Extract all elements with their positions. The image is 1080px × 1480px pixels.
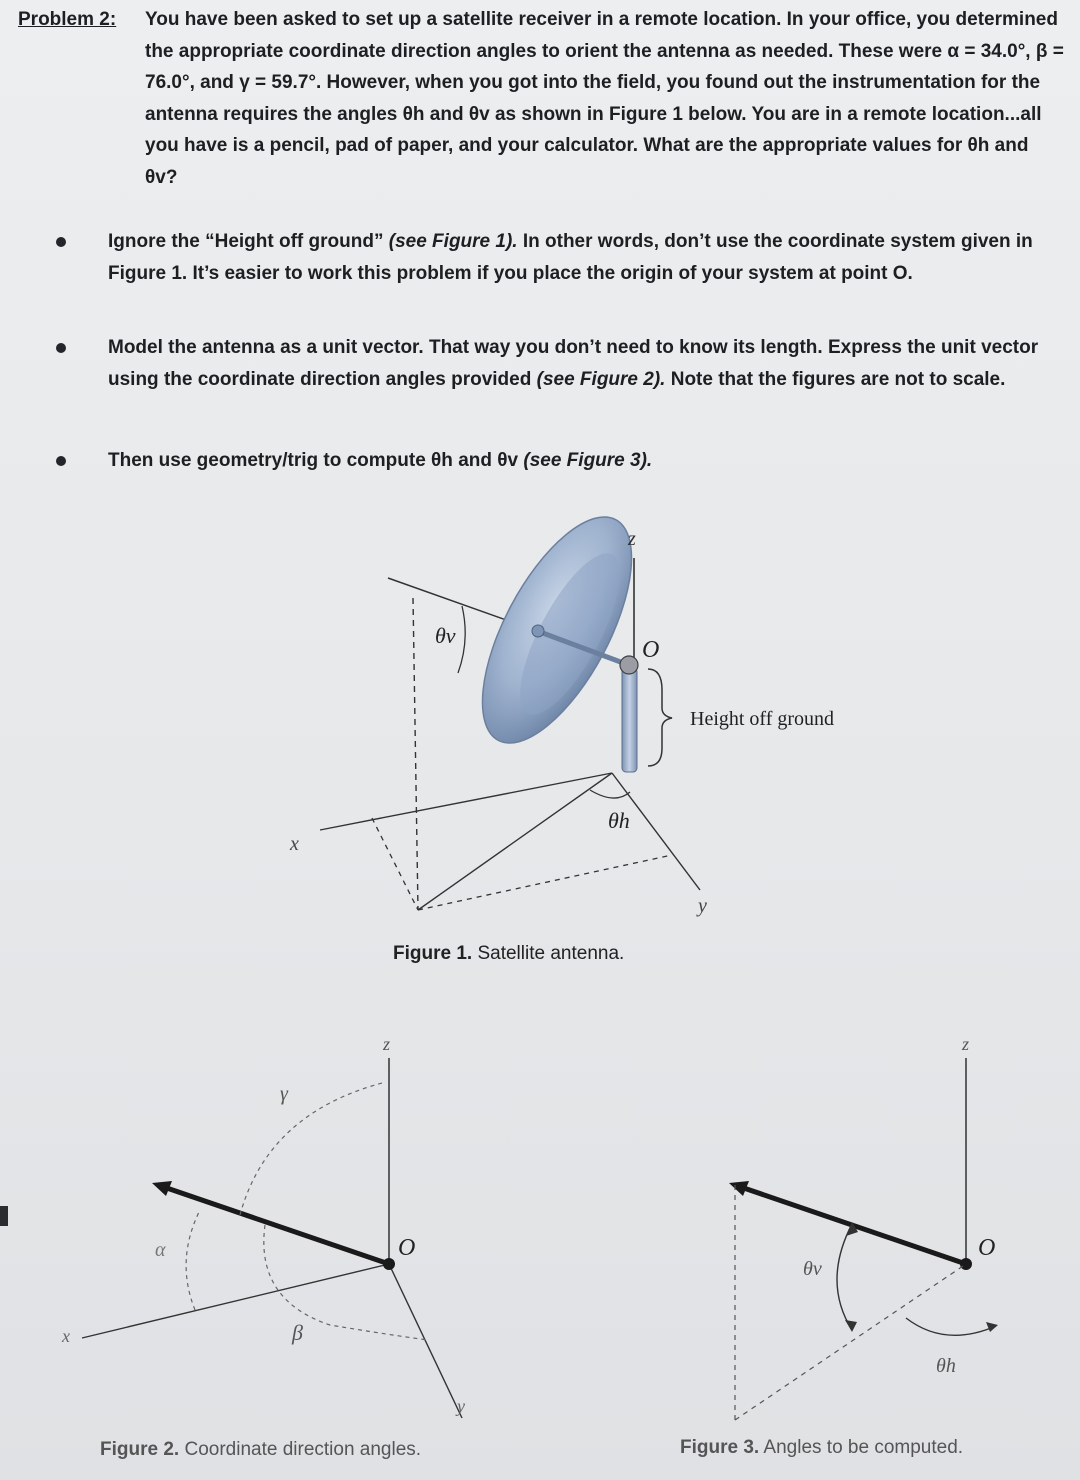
pivot-icon xyxy=(620,656,638,674)
fig2-gamma-arc xyxy=(240,1082,386,1215)
fig3-o-label: O xyxy=(978,1235,996,1261)
theta-h-arc xyxy=(590,790,630,798)
problem-text: You have been asked to set up a satellite receiver in a remote location. In your office, you determined the appropriate coordinate direction angles to orient the antenna as needed. These were α = 34.0°, β = 76.0°, and γ = 59.7°. However, when you got into the field, you found out the instrumentation for the antenna requires the angles θh and θv as shown in Figure 1 below. You are in a remote location...all you have is a pencil, pad of paper, and your calculator. What are the appropriate values for θh and θv? xyxy=(145,9,1064,188)
figure-1-caption: Figure 1. Satellite antenna. xyxy=(393,943,625,964)
fig1-z-label: z xyxy=(628,528,636,550)
theta-v-arc xyxy=(458,606,465,673)
fig2-y-label: y xyxy=(457,1396,465,1416)
fig3-arrowhead-icon xyxy=(729,1181,749,1196)
fig2-alpha-label: α xyxy=(155,1239,166,1261)
fig3-z-label: z xyxy=(962,1034,970,1054)
fig3-theta-v-label: θv xyxy=(803,1258,822,1280)
fig2-z-label: z xyxy=(383,1034,391,1054)
x-axis-line xyxy=(320,773,612,830)
fig2-gamma-label: γ xyxy=(280,1083,288,1105)
horizontal-projection-line xyxy=(418,773,612,910)
fig2-x-label: x xyxy=(62,1326,70,1346)
fig3-arrowhead-icon xyxy=(986,1322,998,1332)
fig1-x-label: x xyxy=(290,833,299,855)
fig1-y-label: y xyxy=(698,895,707,917)
fig1-theta-v-label: θv xyxy=(435,623,456,648)
fig3-arrowhead-icon xyxy=(845,1320,857,1332)
figure-3-caption: Figure 3. Angles to be computed. xyxy=(680,1437,964,1458)
height-brace xyxy=(648,669,672,766)
fig2-o-label: O xyxy=(398,1235,416,1261)
bullet-text: Model the antenna as a unit vector. That way you don’t need to know its length. Express the unit vector using the coordinate direction angles provided (see Figure 2). Note that the figures are not to scale. xyxy=(108,337,1039,390)
bullet-text: Then use geometry/trig to compute θh and θv (see Figure 3). xyxy=(108,450,653,471)
fig3-antenna-vector xyxy=(735,1185,966,1264)
fig3-horizontal-projection xyxy=(735,1264,966,1420)
fig2-antenna-vector xyxy=(158,1185,389,1264)
fig1-o-label: O xyxy=(642,637,660,663)
fig3-theta-v-arc xyxy=(837,1224,852,1330)
vertical-projection-line xyxy=(413,598,418,910)
fig1-height-label: Height off ground xyxy=(690,708,835,730)
fig3-theta-h-label: θh xyxy=(936,1355,956,1377)
fig2-beta-label: β xyxy=(292,1320,303,1345)
pole-icon xyxy=(622,668,637,772)
figure-2-caption: Figure 2. Coordinate direction angles. xyxy=(100,1439,422,1460)
fig2-arrowhead-icon xyxy=(152,1181,172,1196)
fig2-alpha-arc xyxy=(186,1210,200,1310)
fig2-origin-dot xyxy=(383,1258,395,1270)
bullet-text: Ignore the “Height off ground” (see Figure 1). In other words, don’t use the coordinate system given in Figure 1. It’s easier to work this problem if you place the origin of your system at point O. xyxy=(108,231,1033,284)
fig1-theta-h-label: θh xyxy=(608,808,630,833)
dashed-ground-line xyxy=(372,818,418,910)
problem-label: Problem 2: xyxy=(18,9,117,30)
fig2-y-axis xyxy=(389,1264,462,1418)
fig3-theta-h-arc xyxy=(906,1318,996,1335)
